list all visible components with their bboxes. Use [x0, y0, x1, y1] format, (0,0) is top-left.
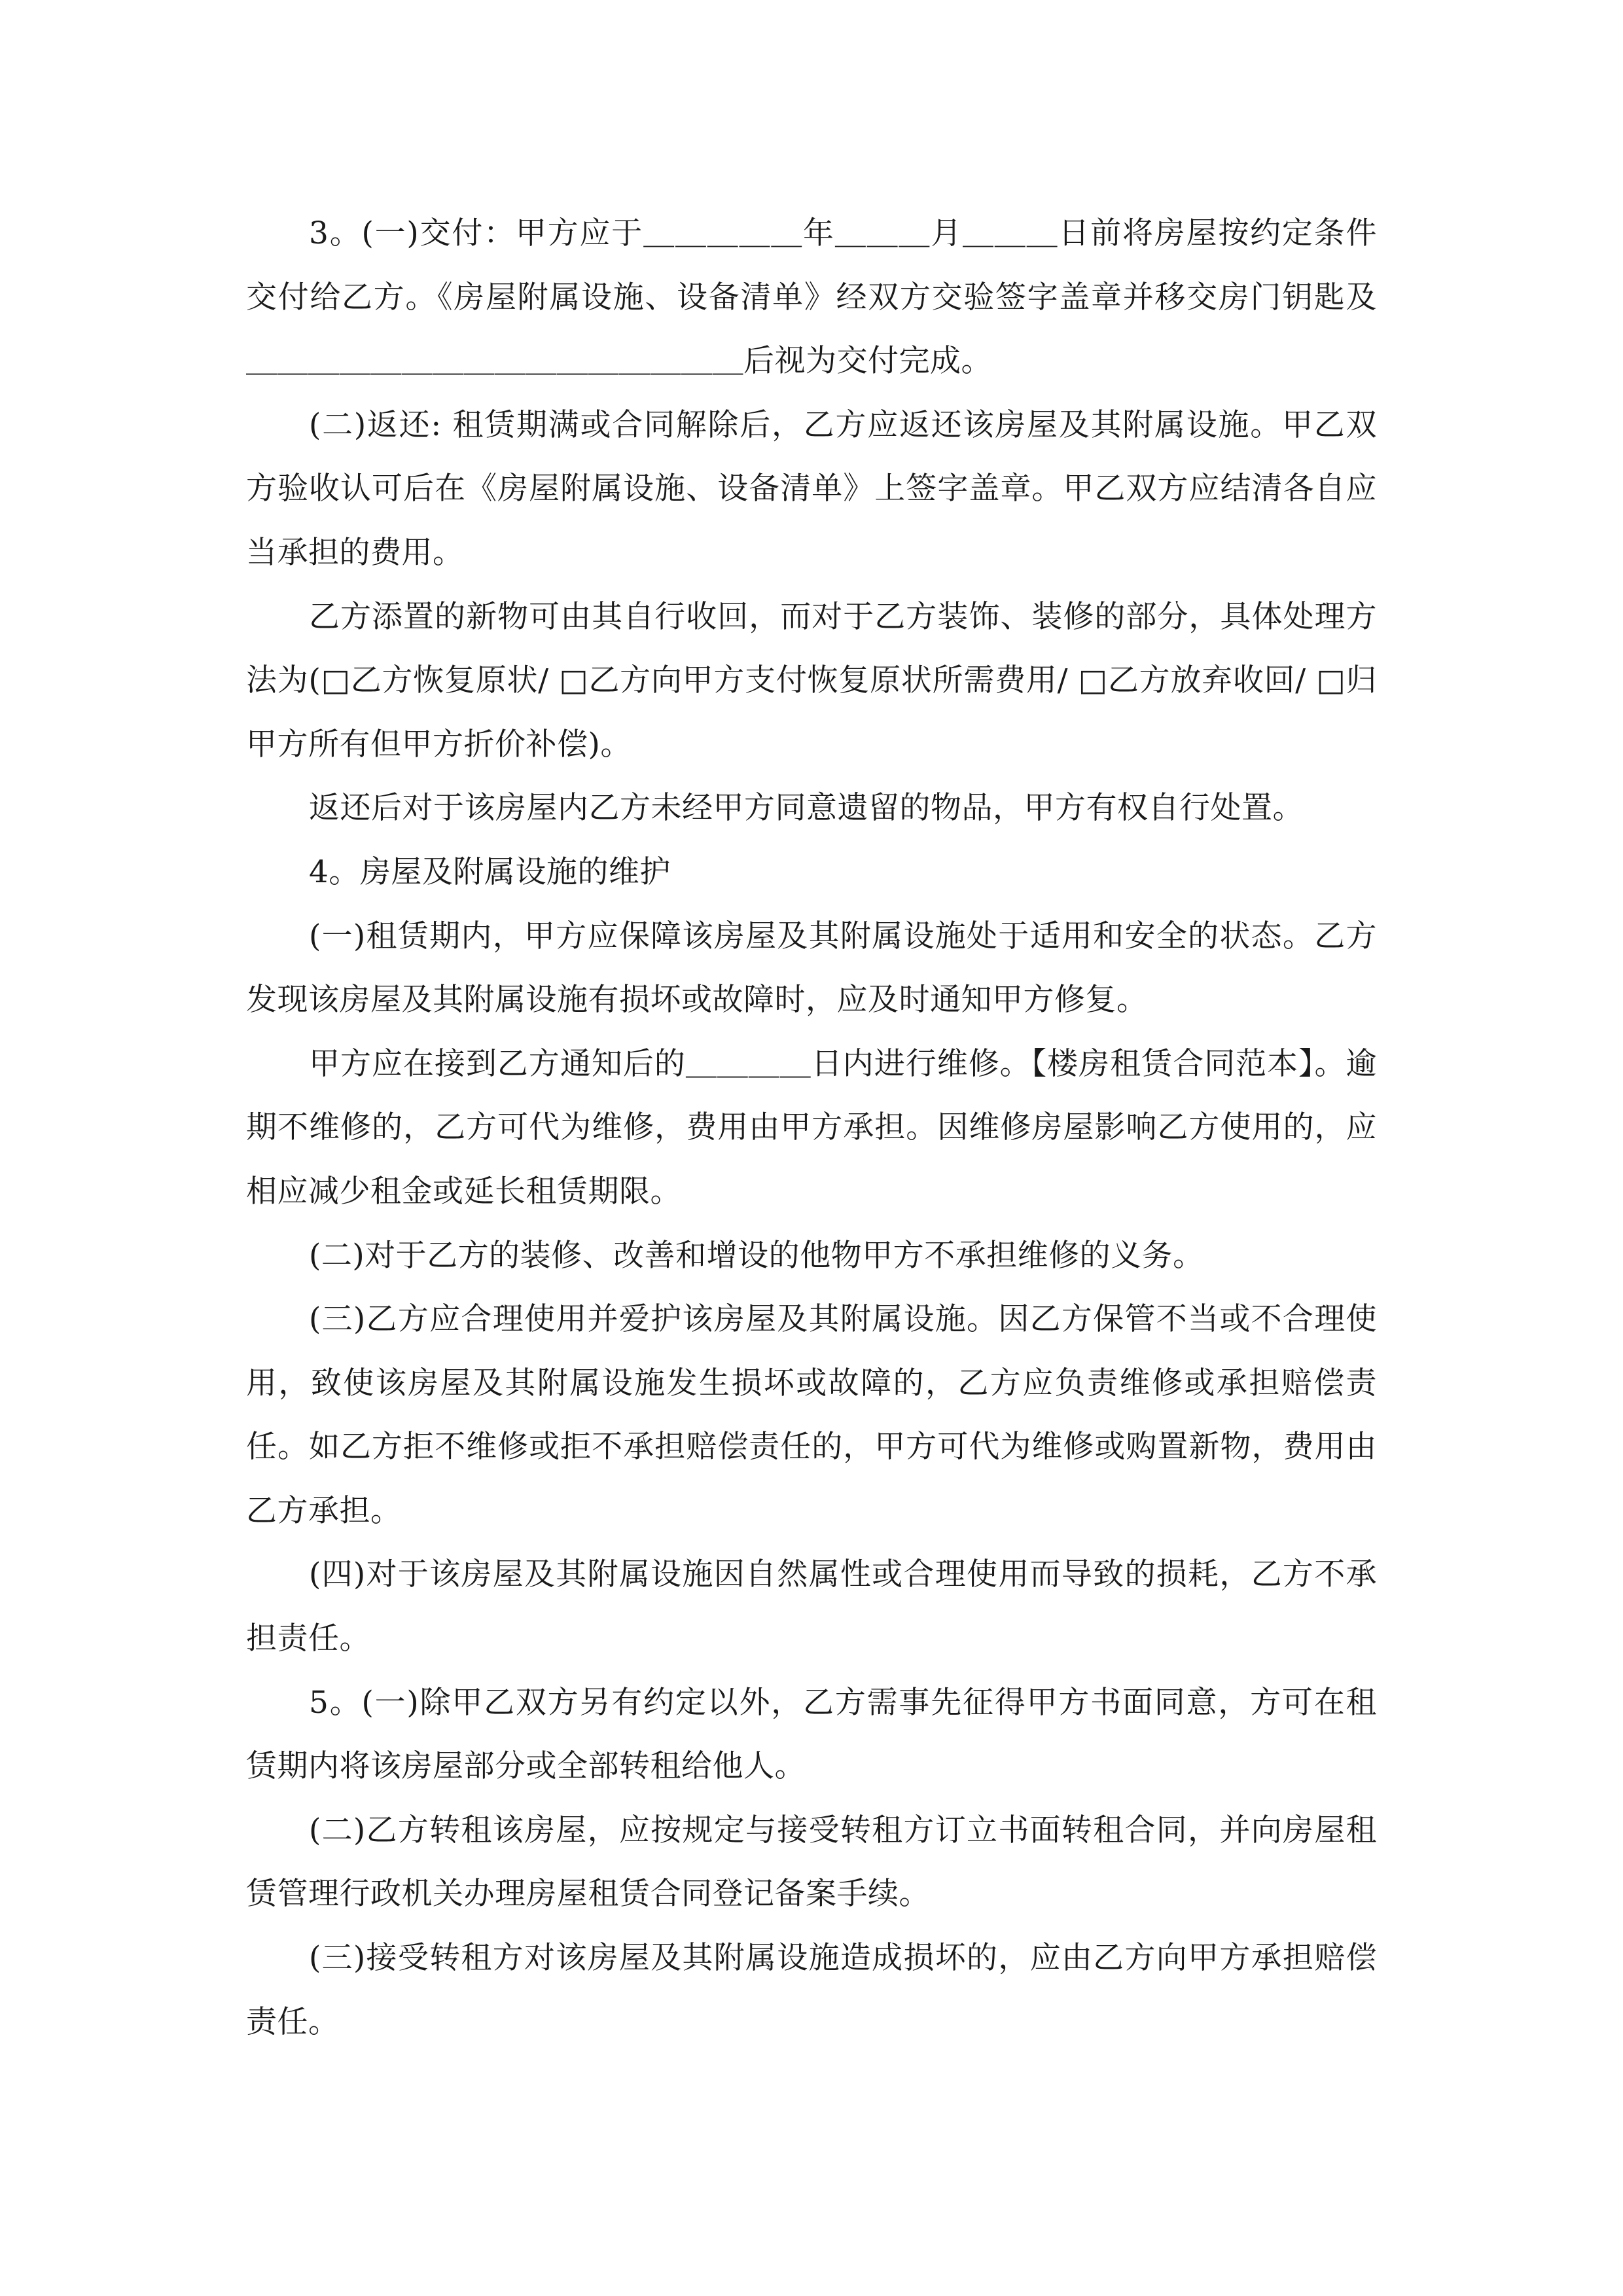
- paragraph-sublease-2: (二)乙方转租该房屋，应按规定与接受转租方订立书面转租合同，并向房屋租赁管理行政机关办理房屋租赁合同登记备案手续。: [246, 1812, 1377, 1912]
- paragraph-maintenance-2: (二)对于乙方的装修、改善和增设的他物甲方不承担维修的义务。: [309, 1237, 1204, 1274]
- paragraph-maintenance-4: (四)对于该房屋及其附属设施因自然属性或合理使用而导致的损耗，乙方不承担责任。: [246, 1556, 1377, 1657]
- paragraph-left-items: 返还后对于该房屋内乙方未经甲方同意遗留的物品，甲方有权自行处置。: [309, 790, 1304, 827]
- paragraph-sublease-1: 5。(一)除甲乙双方另有约定以外，乙方需事先征得甲方书面同意，方可在租赁期内将该房屋部分或全部转租给他人。: [246, 1684, 1377, 1785]
- paragraph-added-items: 乙方添置的新物可由其自行收回，而对于乙方装饰、装修的部分，具体处理方法为(□乙方恢复原状/ □乙方向甲方支付恢复原状所需费用/ □乙方放弃收回/ □归甲方所有但甲方折价补偿)。: [246, 598, 1377, 762]
- paragraph-repair-deadline: 甲方应在接到乙方通知后的＿＿＿＿日内进行维修。【楼房租赁合同范本】。逾期不维修的，乙方可代为维修，费用由甲方承担。因维修房屋影响乙方使用的，应相应减少租金或延长租赁期限。: [246, 1045, 1377, 1210]
- paragraph-return: (二)返还: 租赁期满或合同解除后，乙方应返还该房屋及其附属设施。甲乙双方验收认可后在《房屋附属设施、设备清单》上签字盖章。甲乙双方应结清各自应当承担的费用。: [246, 406, 1377, 571]
- paragraph-delivery: 3。(一)交付：甲方应于＿＿＿＿＿年＿＿＿月＿＿＿日前将房屋按约定条件交付给乙方。《房屋附属设施、设备清单》经双方交验签字盖章并移交房门钥匙及＿＿＿＿＿＿＿＿＿＿＿＿＿＿＿＿后视为交付完成。: [246, 215, 1377, 380]
- document-body: [246, 202, 1377, 2054]
- paragraph-maintenance-3: (三)乙方应合理使用并爱护该房屋及其附属设施。因乙方保管不当或不合理使用，致使该房屋及其附属设施发生损坏或故障的，乙方应负责维修或承担赔偿责任。如乙方拒不维修或拒不承担赔偿责任的，甲方可代为维修或购置新物，费用由乙方承担。: [246, 1301, 1377, 1529]
- paragraph-sublease-3: (三)接受转租方对该房屋及其附属设施造成损坏的，应由乙方向甲方承担赔偿责任。: [246, 1940, 1377, 2040]
- section-heading-maintenance: 4。房屋及附属设施的维护: [309, 853, 671, 890]
- paragraph-maintenance-1: (一)租赁期内，甲方应保障该房屋及其附属设施处于适用和安全的状态。乙方发现该房屋及其附属设施有损坏或故障时，应及时通知甲方修复。: [246, 918, 1377, 1018]
